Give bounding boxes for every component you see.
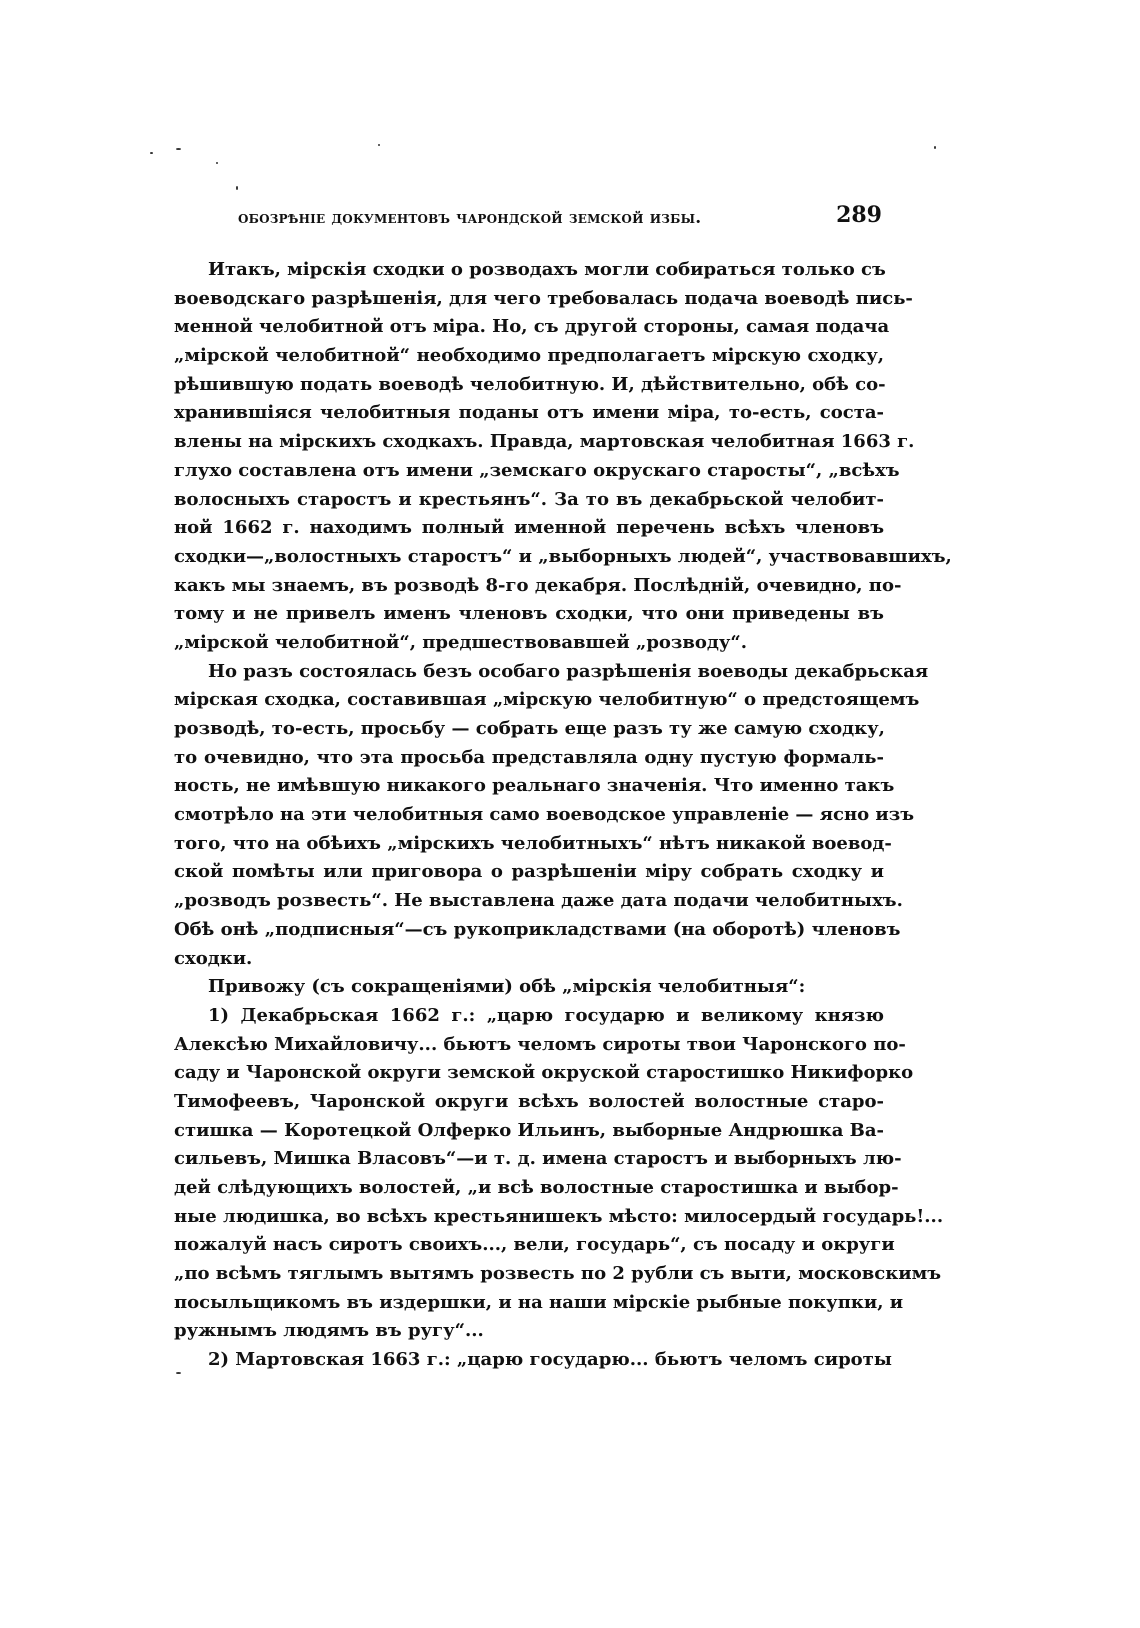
text-line: Привожу (съ сокращеніями) обѣ „мірскія челобитныя“: <box>208 976 806 998</box>
text-line: стишка — Коротецкой Олферко Ильинъ, выборные Андрюшка Ва- <box>174 1119 884 1141</box>
text-line: „по всѣмъ тяглымъ вытямъ розвесть по 2 рубли съ выти, московскимъ <box>174 1263 942 1285</box>
text-line: хранившіяся челобитныя поданы отъ имени міра, то-есть, соста- <box>174 402 884 424</box>
text-line: тому и не привелъ именъ членовъ сходки, что они приведены въ <box>174 603 884 625</box>
text-line: Алексѣю Михайловичу... бьютъ челомъ сироты твои Чаронского по- <box>174 1033 906 1055</box>
text-line: то очевидно, что эта просьба представляла одну пустую формаль- <box>174 746 884 768</box>
text-line: глухо составлена отъ имени „земскаго окрускаго старосты“, „всѣхъ <box>174 459 900 481</box>
page-number: 289 <box>836 202 882 228</box>
text-line: розводѣ, то-есть, просьбу — собрать еще разъ ту же самую сходку, <box>174 718 885 739</box>
text-line: Итакъ, мірскія сходки о розводахъ могли собираться только съ <box>208 259 886 280</box>
text-line: „розводъ розвесть“. Не выставлена даже дата подачи челобитныхъ. <box>174 890 903 912</box>
text-line: мірская сходка, составившая „мірскую челобитную“ о предстоящемъ <box>174 689 920 711</box>
text-line: ружнымъ людямъ въ ругу“... <box>174 1320 484 1342</box>
text-line: сильевъ, Мишка Власовъ“—и т. д. имена старостъ и выборныхъ лю- <box>174 1148 902 1170</box>
text-line: сходки—„волостныхъ старостъ“ и „выборныхъ людей“, участвовавшихъ, <box>174 545 952 567</box>
text-line: Обѣ онѣ „подписныя“—съ рукоприкладствами (на оборотѣ) членовъ <box>174 918 901 940</box>
running-title: обозрѣніе документовъ чарондской земской избы. <box>238 208 702 228</box>
text-line: 2) Мартовская 1663 г.: „царю государю... бьютъ челомъ сироты <box>208 1349 892 1371</box>
text-line: посыльщикомъ въ издершки, и на наши мірскіе рыбные покупки, и <box>174 1291 904 1313</box>
text-line: 1) Декабрьская 1662 г.: „царю государю и великому князю <box>208 1004 884 1026</box>
text-line: „мірской челобитной“, предшествовавшей „розводу“. <box>174 631 748 653</box>
text-line: какъ мы знаемъ, въ розводѣ 8-го декабря. Послѣдній, очевидно, по- <box>174 574 902 596</box>
text-line: Тимофеевъ, Чаронской округи всѣхъ волостей волостные старо- <box>174 1090 884 1112</box>
text-line: рѣшившую подать воеводѣ челобитную. И, дѣйствительно, обѣ со- <box>174 373 886 395</box>
text-line: „мірской челобитной“ необходимо предполагаетъ мірскую сходку, <box>174 345 884 367</box>
text-line: ной 1662 г. находимъ полный именной перечень всѣхъ членовъ <box>174 517 884 539</box>
text-line: волосныхъ старостъ и крестьянъ“. За то въ декабрьской челобит- <box>174 488 884 510</box>
text-line: смотрѣло на эти челобитныя само воеводское управленіе — ясно изъ <box>174 804 915 826</box>
page-header <box>232 202 882 236</box>
text-line: дей слѣдующихъ волостей, „и всѣ волостные старостишка и выбор- <box>174 1177 899 1198</box>
text-line: влены на мірскихъ сходкахъ. Правда, мартовская челобитная 1663 г. <box>174 431 915 453</box>
text-line: саду и Чаронской округи земской окруской старостишко Никифорко <box>174 1062 914 1084</box>
text-line: сходки. <box>174 947 253 969</box>
text-line: того, что на обѣихъ „мірскихъ челобитныхъ“ нѣтъ никакой воевод- <box>174 832 892 854</box>
text-line: менной челобитной отъ міра. Но, съ другой стороны, самая подача <box>174 316 890 338</box>
body-text <box>174 256 952 1375</box>
text-line: пожалуй насъ сиротъ своихъ..., вели, государь“, съ посаду и округи <box>174 1234 895 1256</box>
text-line: ные людишка, во всѣхъ крестьянишекъ мѣсто: милосердый государь!... <box>174 1205 944 1227</box>
text-line: ской помѣты или приговора о разрѣшеніи міру собрать сходку и <box>174 861 884 883</box>
text-line: воеводскаго разрѣшенія, для чего требовалась подача воеводѣ пись- <box>174 287 913 309</box>
text-line: Но разъ состоялась безъ особаго разрѣшенія воеводы декабрьская <box>208 660 929 682</box>
text-line: ность, не имѣвшую никакого реальнаго значенія. Что именно такъ <box>174 775 895 797</box>
